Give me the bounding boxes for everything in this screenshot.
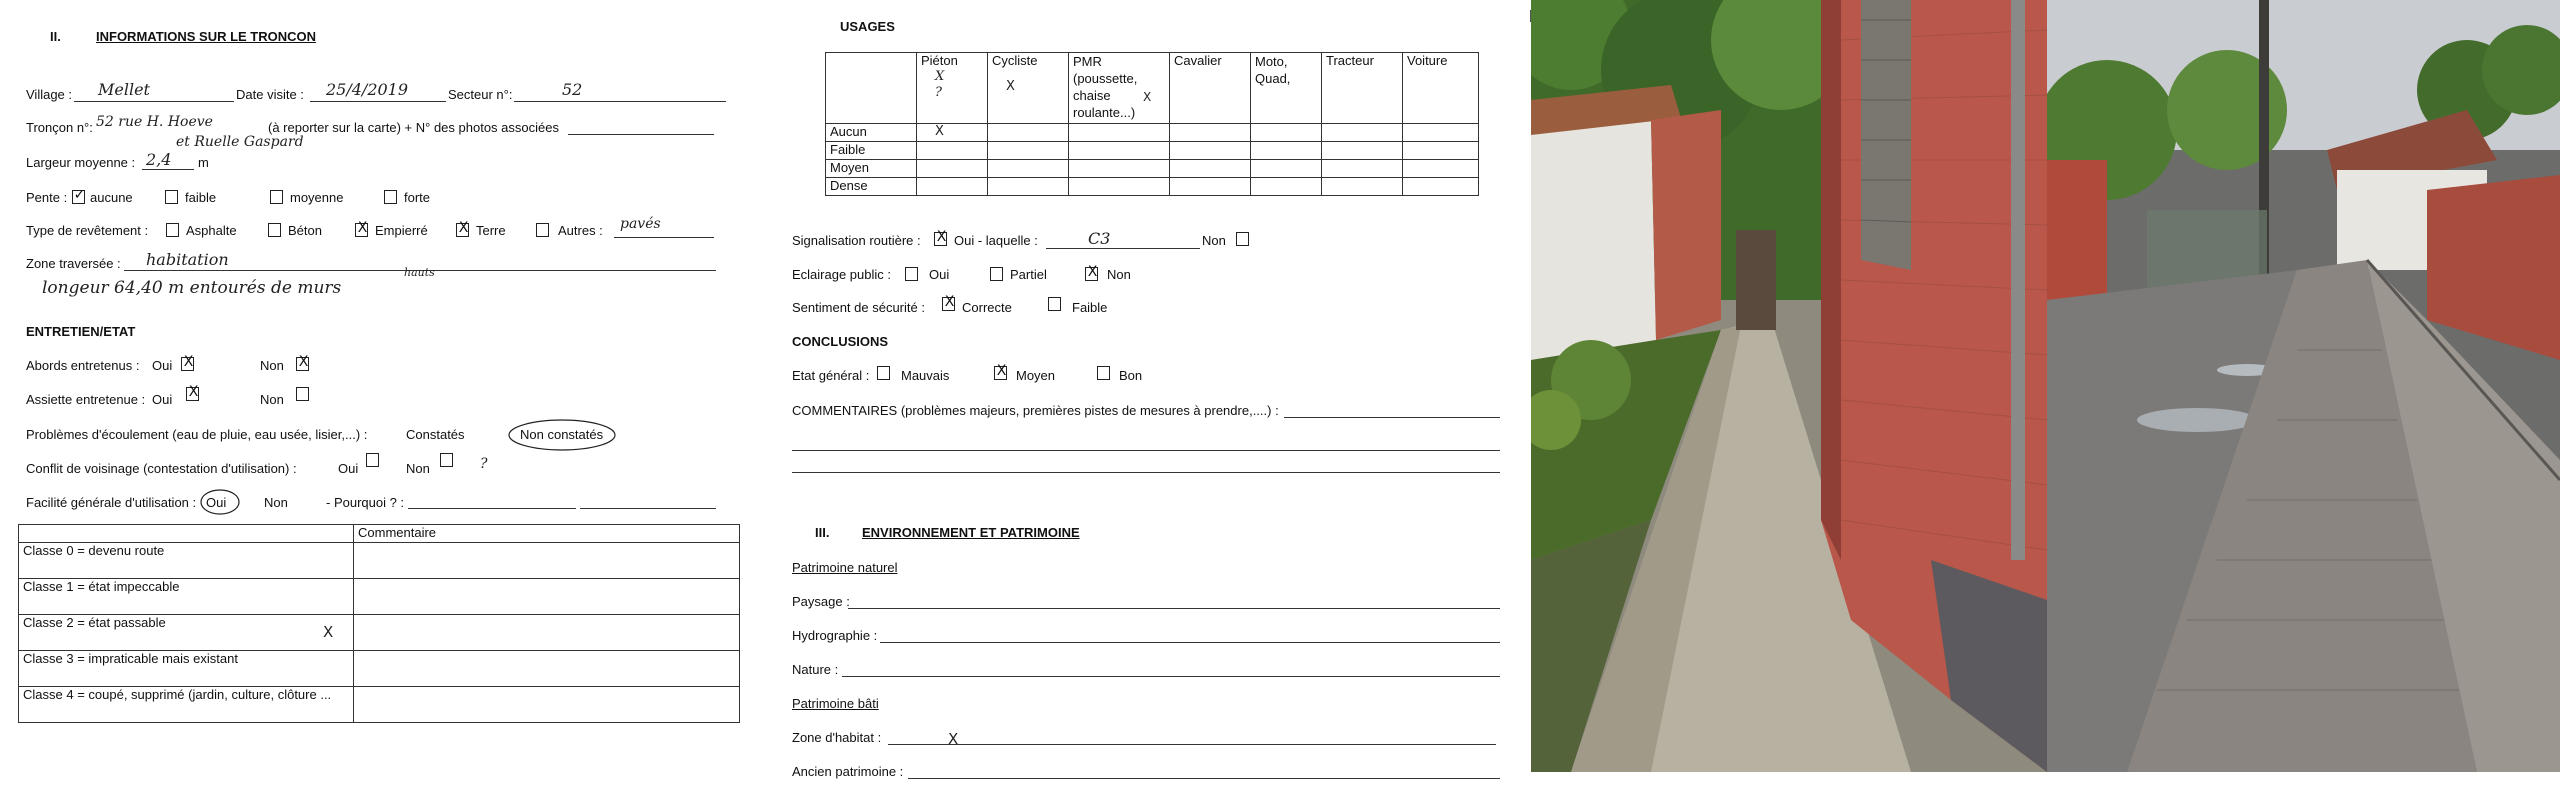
photo-alley-brick-wall — [1531, 0, 2047, 772]
moyen-cavalier[interactable] — [1170, 160, 1251, 178]
comment-header: Commentaire — [354, 525, 740, 543]
pmr-mark: X — [1143, 90, 1152, 104]
row-dense: Dense — [826, 178, 917, 196]
class-2-comment[interactable] — [354, 615, 740, 651]
revetement-asphalte-label: Asphalte — [186, 223, 237, 238]
secteur-label: Secteur n°: — [448, 87, 513, 102]
largeur-unit: m — [198, 155, 209, 170]
revetement-empierre-checkbox[interactable]: X — [355, 223, 368, 237]
class-0-comment[interactable] — [354, 543, 740, 579]
secteur-value: 52 — [562, 80, 583, 99]
pente-forte-label: forte — [404, 190, 431, 205]
faible-cycliste[interactable] — [988, 142, 1069, 160]
securite-correcte-label: Correcte — [962, 300, 1012, 315]
signalisation-non-label: Non — [1202, 233, 1226, 248]
class-4: Classe 4 = coupé, supprimé (jardin, culture, clôture ... — [19, 687, 354, 723]
class-2-mark: X — [323, 623, 334, 641]
assiette-non-checkbox[interactable] — [296, 387, 309, 401]
zone-value: habitation — [146, 250, 229, 269]
table-row — [826, 178, 1479, 196]
dense-pmr[interactable] — [1069, 178, 1170, 196]
table-row — [826, 160, 1479, 178]
zone-habitat-mark: X — [948, 730, 959, 748]
etat-moyen-checkbox[interactable]: X — [994, 366, 1007, 380]
eclairage-partiel-checkbox[interactable] — [990, 267, 1003, 281]
eclairage-non-label: Non — [1107, 267, 1131, 282]
circle-mark-non-constates — [506, 418, 618, 452]
ecoulement-constates[interactable]: Constatés — [406, 427, 465, 442]
dense-voiture[interactable] — [1403, 178, 1479, 196]
aucun-moto[interactable] — [1251, 124, 1322, 142]
aucun-pieton[interactable] — [917, 124, 988, 142]
col-cavalier: Cavalier — [1170, 53, 1251, 124]
col-pieton: Piéton X ? — [917, 53, 988, 124]
securite-correcte-checkbox[interactable]: X — [942, 297, 955, 311]
revetement-empierre-label: Empierré — [375, 223, 428, 238]
revetement-beton-label: Béton — [288, 223, 322, 238]
conclusions-title: CONCLUSIONS — [792, 334, 889, 349]
revetement-terre-label: Terre — [476, 223, 506, 238]
circle-mark-oui — [199, 488, 241, 516]
signalisation-non-checkbox[interactable] — [1236, 232, 1249, 246]
faible-pmr[interactable] — [1069, 142, 1170, 160]
abords-non-checkbox[interactable]: X — [296, 357, 309, 371]
pente-moyenne-label: moyenne — [290, 190, 344, 205]
section3-number: III. — [815, 525, 830, 540]
patrimoine-bati-title: Patrimoine bâti — [792, 696, 879, 711]
eclairage-non-checkbox[interactable]: X — [1085, 267, 1098, 281]
abords-oui-label: Oui — [152, 358, 173, 373]
faible-moto[interactable] — [1251, 142, 1322, 160]
aucun-voiture[interactable] — [1403, 124, 1479, 142]
etat-moyen-label: Moyen — [1016, 368, 1056, 383]
commentaires-label: COMMENTAIRES (problèmes majeurs, premières pistes de mesures à prendre,....) : — [792, 403, 1279, 418]
assiette-oui-checkbox[interactable]: X — [186, 387, 199, 401]
row-aucun: Aucun — [826, 124, 917, 142]
usages-corner — [826, 53, 917, 124]
pourquoi-label: - Pourquoi ? : — [326, 495, 405, 510]
ecoulement-label: Problèmes d'écoulement (eau de pluie, eau usée, lisier,...) : — [26, 427, 368, 442]
assiette-non-label: Non — [260, 392, 284, 407]
aucun-cycliste[interactable] — [988, 124, 1069, 142]
largeur-value: 2,4 — [146, 150, 172, 169]
assiette-oui-label: Oui — [152, 392, 173, 407]
revetement-autres-value: pavés — [620, 216, 661, 232]
conflit-oui-checkbox[interactable] — [366, 453, 379, 467]
class-3-comment[interactable] — [354, 651, 740, 687]
eclairage-oui-checkbox[interactable] — [905, 267, 918, 281]
pente-aucune-checkbox[interactable]: ✓ — [73, 187, 86, 203]
dense-cycliste[interactable] — [988, 178, 1069, 196]
moyen-tracteur[interactable] — [1322, 160, 1403, 178]
pente-faible-label: faible — [185, 190, 217, 205]
zone-label: Zone traversée : — [26, 256, 121, 271]
row-faible: Faible — [826, 142, 917, 160]
col-moto: Moto, Quad, — [1251, 53, 1322, 124]
troncon-label: Tronçon n°: — [26, 120, 93, 135]
class-0: Classe 0 = devenu route — [19, 543, 354, 579]
revetement-autres-label: Autres : — [558, 223, 603, 238]
date-label: Date visite : — [236, 87, 304, 102]
table-row — [826, 142, 1479, 160]
etat-bon-checkbox[interactable] — [1097, 366, 1110, 380]
section3-title: ENVIRONNEMENT ET PATRIMOINE — [862, 525, 1080, 540]
abords-non-label: Non — [260, 358, 284, 373]
table-row — [19, 615, 740, 651]
col-voiture: Voiture — [1403, 53, 1479, 124]
faible-cavalier[interactable] — [1170, 142, 1251, 160]
pente-forte-checkbox[interactable] — [384, 190, 397, 204]
pieton-mark: X ? — [935, 69, 945, 100]
troncon-value: 52 rue H. Hoeve — [96, 114, 213, 130]
col-pmr: PMR (poussette, chaise roulante...) X — [1069, 53, 1170, 124]
aucun-cavalier[interactable] — [1170, 124, 1251, 142]
moyen-pieton[interactable] — [917, 160, 988, 178]
facilite-oui[interactable]: Oui — [206, 495, 227, 510]
table-row — [826, 124, 1479, 142]
conflit-note: ? — [480, 456, 488, 472]
village-value: Mellet — [98, 80, 150, 99]
conflit-non-label: Non — [406, 461, 430, 476]
aucun-pieton-mark: X — [935, 124, 944, 139]
signalisation-laquelle-value: C3 — [1088, 229, 1111, 248]
zone-note-small: hauts — [404, 266, 435, 279]
col-tracteur: Tracteur — [1322, 53, 1403, 124]
cycliste-mark: X — [1006, 79, 1015, 94]
revetement-autres-checkbox[interactable] — [536, 223, 549, 237]
class-3: Classe 3 = impraticable mais existant — [19, 651, 354, 687]
facilite-non[interactable]: Non — [264, 495, 288, 510]
class-4-comment[interactable] — [354, 687, 740, 723]
class-1: Classe 1 = état impeccable — [19, 579, 354, 615]
dense-moto[interactable] — [1251, 178, 1322, 196]
pente-aucune-label: aucune — [90, 190, 133, 205]
etat-mauvais-checkbox[interactable] — [877, 366, 890, 380]
conflit-label: Conflit de voisinage (contestation d'utilisation) : — [26, 461, 297, 476]
securite-faible-label: Faible — [1072, 300, 1108, 315]
hydrographie-label: Hydrographie : — [792, 628, 878, 643]
village-label: Village : — [26, 87, 73, 102]
col-cycliste: Cycliste X — [988, 53, 1069, 124]
signalisation-oui-label: Oui - laquelle : — [954, 233, 1038, 248]
faible-pieton[interactable] — [917, 142, 988, 160]
faible-tracteur[interactable] — [1322, 142, 1403, 160]
abords-label: Abords entretenus : — [26, 358, 140, 373]
conflit-oui-label: Oui — [338, 461, 359, 476]
revetement-beton-checkbox[interactable] — [268, 223, 281, 237]
troncon-value-2: et Ruelle Gaspard — [176, 134, 304, 150]
zone-note: longeur 64,40 m entourés de murs — [42, 278, 342, 298]
etat-bon-label: Bon — [1119, 368, 1143, 383]
section-title: INFORMATIONS SUR LE TRONCON — [96, 29, 317, 44]
paysage-label: Paysage : — [792, 594, 850, 609]
nature-label: Nature : — [792, 662, 839, 677]
date-value: 25/4/2019 — [326, 80, 409, 99]
table-row — [19, 687, 740, 723]
eclairage-partiel-label: Partiel — [1010, 267, 1047, 282]
row-moyen: Moyen — [826, 160, 917, 178]
table-row — [19, 543, 740, 579]
usages-title: USAGES — [840, 19, 895, 34]
conflit-non-checkbox[interactable] — [440, 453, 453, 467]
zone-habitat-label: Zone d'habitat : — [792, 730, 882, 745]
securite-label: Sentiment de sécurité : — [792, 300, 925, 315]
class-1-comment[interactable] — [354, 579, 740, 615]
dense-cavalier[interactable] — [1170, 178, 1251, 196]
troncon-suffix: (à reporter sur la carte) + N° des photos associées — [268, 120, 559, 135]
classes-header-empty — [19, 525, 354, 543]
eclairage-label: Eclairage public : — [792, 267, 891, 282]
dense-pieton[interactable] — [917, 178, 988, 196]
class-2: Classe 2 = état passable X — [19, 615, 354, 651]
moyen-voiture[interactable] — [1403, 160, 1479, 178]
revetement-asphalte-checkbox[interactable] — [166, 223, 179, 237]
revetement-label: Type de revêtement : — [26, 223, 149, 238]
pente-faible-checkbox[interactable] — [165, 190, 178, 204]
largeur-label: Largeur moyenne : — [26, 155, 136, 170]
classes-table — [18, 524, 740, 723]
moyen-pmr[interactable] — [1069, 160, 1170, 178]
signalisation-oui-checkbox[interactable]: X — [934, 232, 947, 246]
pente-moyenne-checkbox[interactable] — [270, 190, 283, 204]
ecoulement-non-constates[interactable]: Non constatés — [520, 427, 604, 442]
revetement-terre-checkbox[interactable]: X — [456, 223, 469, 237]
etat-label: Etat général : — [792, 368, 870, 383]
eclairage-oui-label: Oui — [929, 267, 950, 282]
etat-mauvais-label: Mauvais — [901, 368, 950, 383]
aucun-tracteur[interactable] — [1322, 124, 1403, 142]
photo-paved-lane-street — [2047, 0, 2560, 772]
ancien-patrimoine-label: Ancien patrimoine : — [792, 764, 904, 779]
table-row — [19, 651, 740, 687]
securite-faible-checkbox[interactable] — [1048, 297, 1061, 311]
section-number: II. — [50, 29, 61, 44]
facilite-label: Facilité générale d'utilisation : — [26, 495, 197, 510]
aucun-pmr[interactable] — [1069, 124, 1170, 142]
pente-label: Pente : — [26, 190, 68, 205]
moyen-moto[interactable] — [1251, 160, 1322, 178]
usages-table — [825, 52, 1479, 196]
moyen-cycliste[interactable] — [988, 160, 1069, 178]
faible-voiture[interactable] — [1403, 142, 1479, 160]
abords-oui-checkbox[interactable]: X — [181, 357, 194, 371]
assiette-label: Assiette entretenue : — [26, 392, 146, 407]
signalisation-label: Signalisation routière : — [792, 233, 921, 248]
entretien-title: ENTRETIEN/ETAT — [26, 324, 136, 339]
table-row — [19, 579, 740, 615]
patrimoine-naturel-title: Patrimoine naturel — [792, 560, 898, 575]
dense-tracteur[interactable] — [1322, 178, 1403, 196]
